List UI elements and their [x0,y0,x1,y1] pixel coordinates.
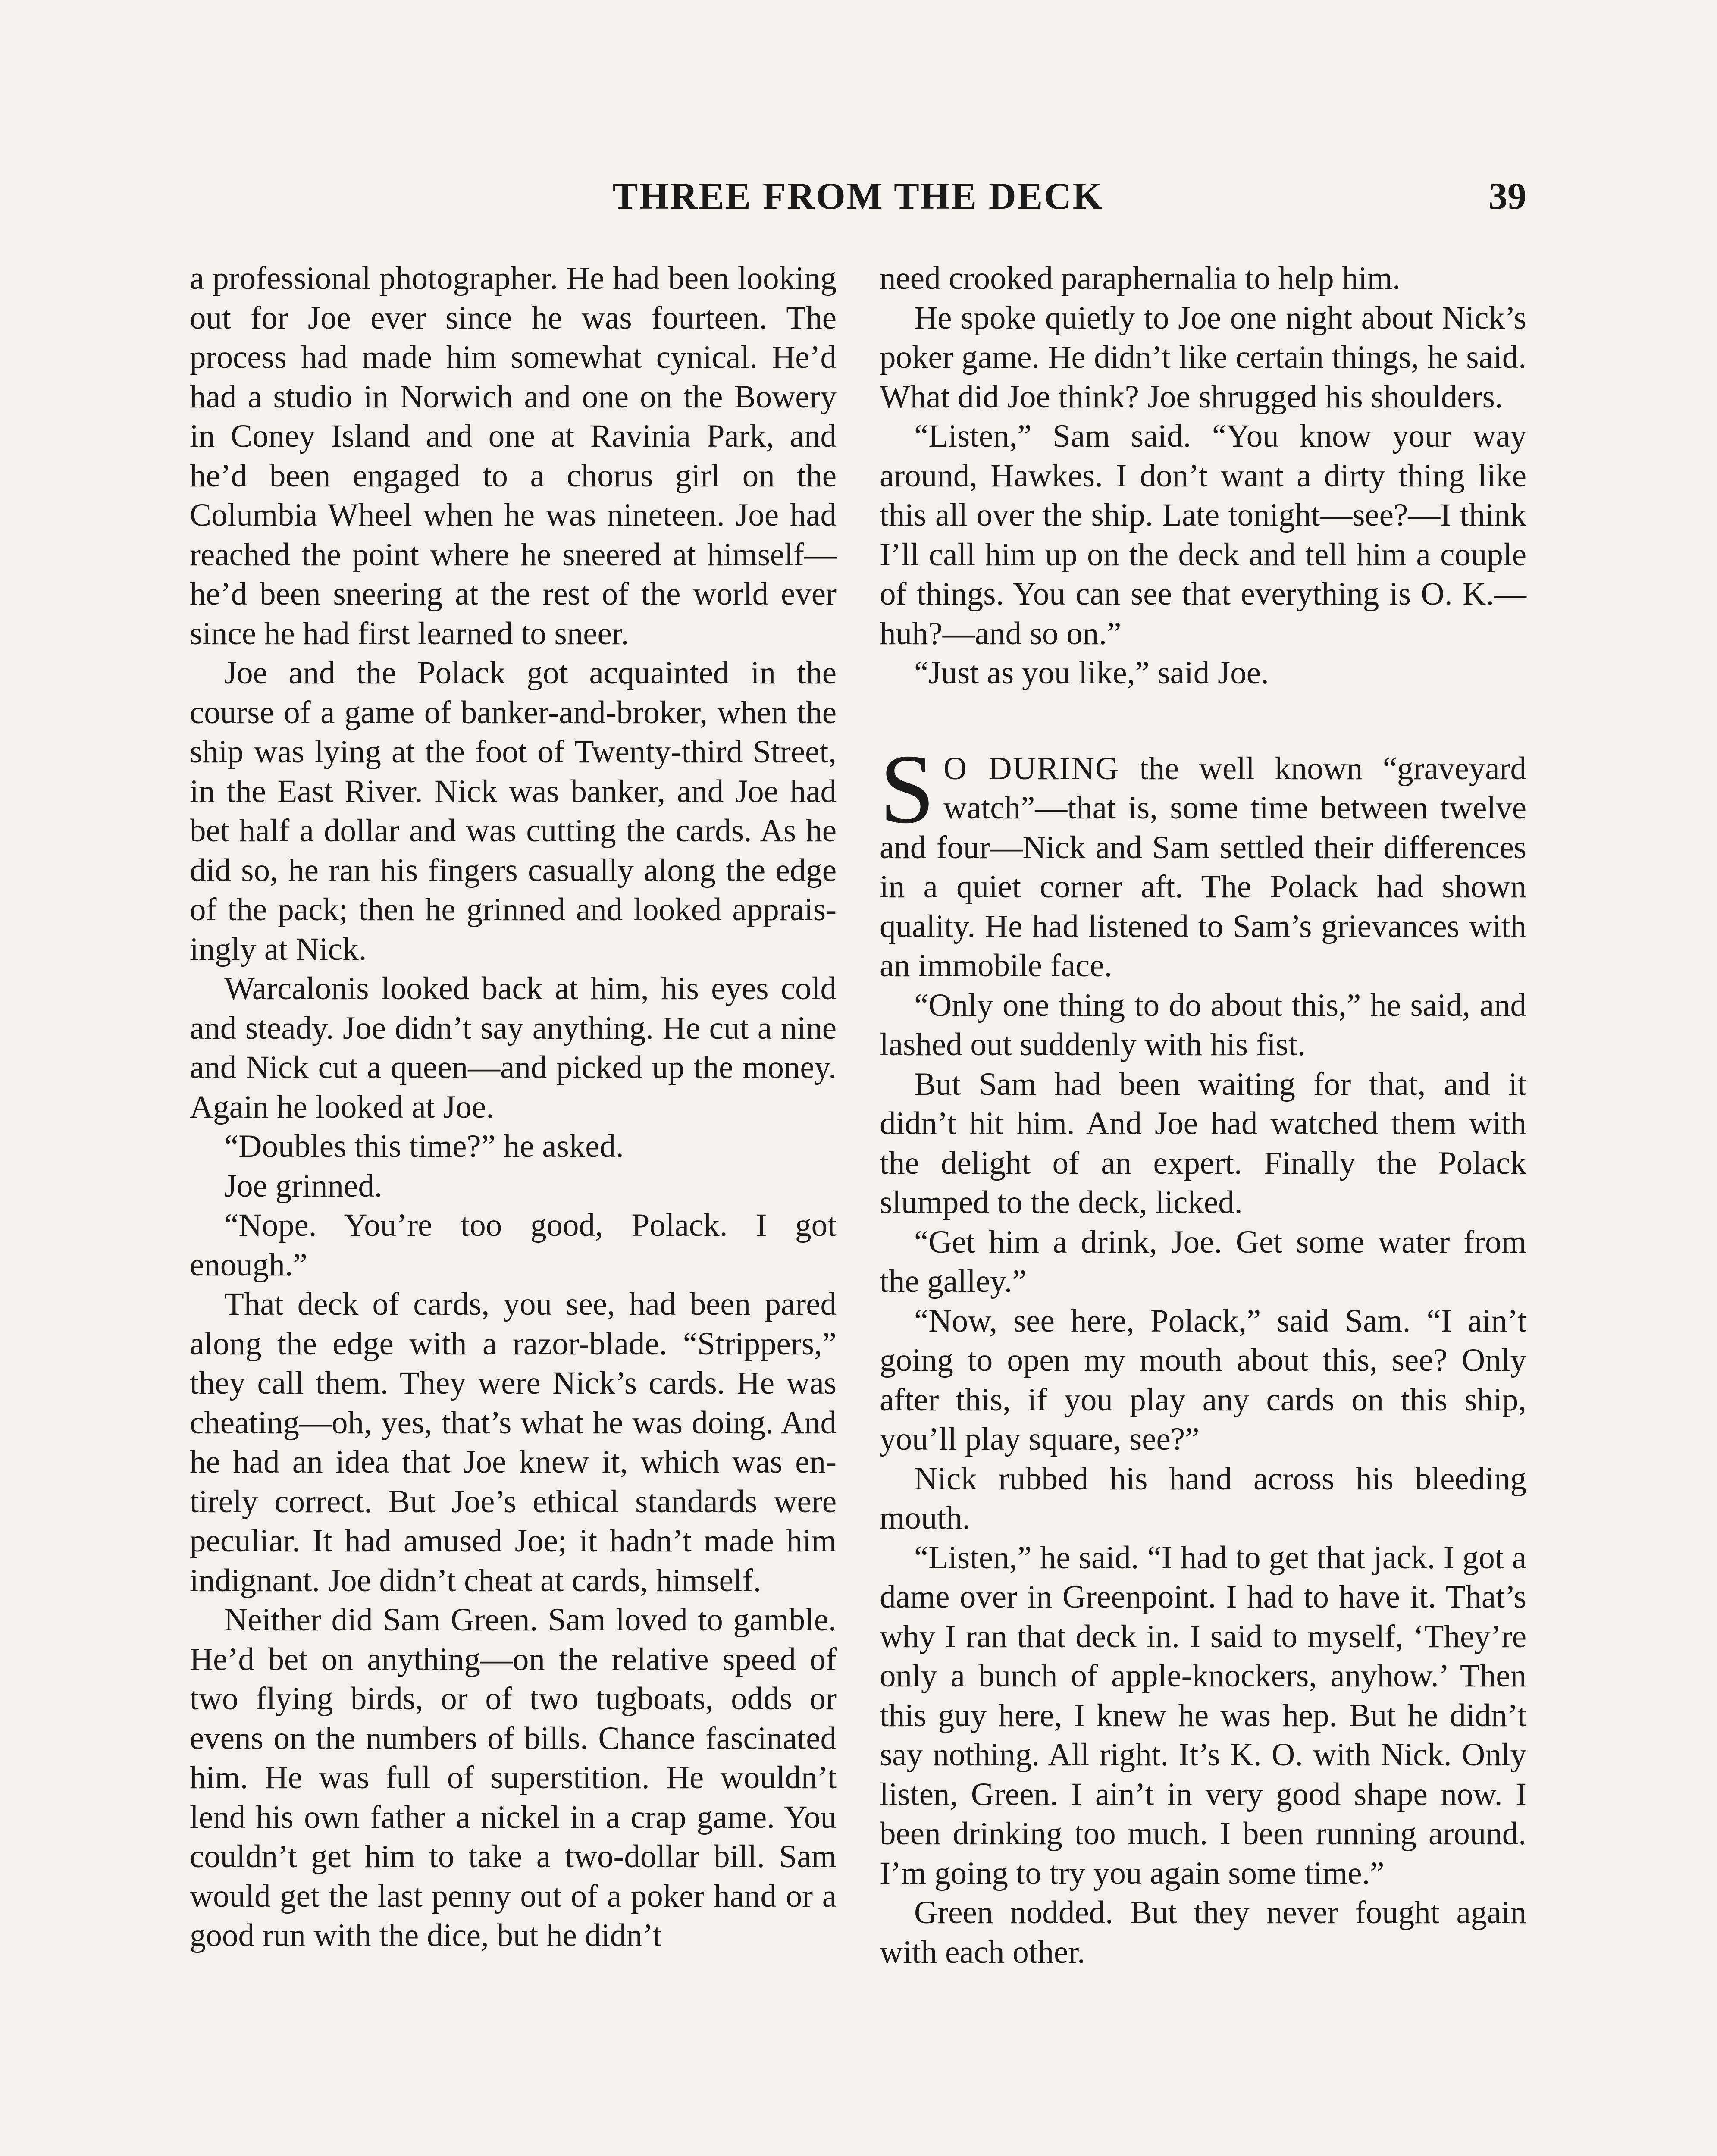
paragraph: “Nope. You’re too good, Polack. I got enough.” [190,1207,837,1283]
page-number: 39 [1488,175,1526,217]
paragraph: “Only one thing to do about this,” he said, and lashed out suddenly with his fist. [880,987,1526,1062]
paragraph: “Now, see here, Polack,” said Sam. “I ain’t going to open my mouth about this, see? Only after this, if you play any cards on this ship, you’ll play square, see?” [880,1303,1526,1457]
paragraph: Joe grinned. [224,1168,382,1204]
drop-cap: S [880,733,935,844]
paragraph: He spoke quietly to Joe one night about Nick’s poker game. He didn’t like certain things, he said. What did Joe think? Joe shrugged his shoulders. [880,300,1526,415]
paragraph: Neither did Sam Green. Sam loved to gamble. He’d bet on anything—on the relative speed of two flying birds, or of two tugboats, odds or evens on the numbers of bills. Chance fascinated him. He was full of superstition. He wouldn’t lend his own father a nickel in a crap game. You couldn’t get him to take a two-dollar bill. Sam would get the last penny out of a poker hand or a good run with the dice, but he didn’t [190,1602,837,1953]
page-header [190,175,1526,226]
paragraph: “Listen,” he said. “I had to get that jack. I got a dame over in Greenpoint. I had to have it. That’s why I ran that deck in. I said to myself, ‘They’re only a bunch of apple-knockers, anyhow.’ Then this guy here, I knew he was hep. But he didn’t say nothing. All right. It’s K. O. with Nick. Only listen, Green. I ain’t in very good shape now. I been drinking too much. I been running around. I’m going to try you again some time.” [880,1539,1526,1891]
lead-in: O DURING [943,750,1120,787]
paragraph: Green nodded. But they never fought again with each other. [880,1895,1526,1970]
section-text: the well known “graveyard watch”—that is, some time between twelve and four—Nick and Sam settled their differences in a quiet corner aft. The Polack had shown quality. He had listened to Sam’s grievances with an immobile face. [880,750,1526,984]
paragraph: But Sam had been waiting for that, and it didn’t hit him. And Joe had watched them with the delight of an expert. Finally the Polack slumped to the deck, licked. [880,1066,1526,1220]
paragraph: Nick rubbed his hand across his bleeding mouth. [880,1460,1526,1536]
paragraph: “Listen,” Sam said. “You know your way around, Hawkes. I don’t want a dirty thing like this all over the ship. Late tonight—see?—I think I’ll call him up on the deck and tell him a couple of things. You can see that everything is O. K.—huh?—and so on.” [880,418,1526,652]
left-column [190,259,837,1955]
running-title: THREE FROM THE DECK [612,175,1104,217]
paragraph: That deck of cards, you see, had been pared along the edge with a razor-blade. “Strippers,” they call them. They were Nick’s cards. He was cheating—oh, yes, that’s what he was doing. And he had an idea that Joe knew it, which was entirely correct. But Joe’s ethical standards were peculiar. It had amused Joe; it hadn’t made him indignant. Joe didn’t cheat at cards, himself. [190,1286,837,1598]
paragraph: “Just as you like,” said Joe. [914,655,1269,691]
paragraph: Warcalonis looked back at him, his eyes cold and steady. Joe didn’t say anything. He cut a nine and Nick cut a queen—and picked up the money. Again he looked at Joe. [190,971,837,1125]
section-opening-paragraph [880,733,1526,986]
paragraph: Joe and the Polack got acquainted in the course of a game of banker-and-broker, when the ship was lying at the foot of Twenty-third Street, in the East River. Nick was banker, and Joe had bet half a dollar and was cutting the cards. As he did so, he ran his fingers casually along the edge of the pack; then he grinned and looked appraisingly at Nick. [190,655,837,967]
paragraph: “Doubles this time?” he asked. [224,1128,624,1164]
paragraph: “Get him a drink, Joe. Get some water from the galley.” [880,1224,1526,1299]
paragraph: need crooked paraphernalia to help him. [880,260,1401,296]
right-column [880,259,1526,1972]
paragraph: a professional photographer. He had been looking out for Joe ever since he was fourteen. The process had made him somewhat cynical. He’d had a studio in Norwich and one on the Bowery in Coney Island and one at Ravinia Park, and he’d been engaged to a chorus girl on the Columbia Wheel when he was nineteen. Joe had reached the point where he sneered at himself—he’d been sneering at the rest of the world ever since he had first learned to sneer. [190,260,837,652]
